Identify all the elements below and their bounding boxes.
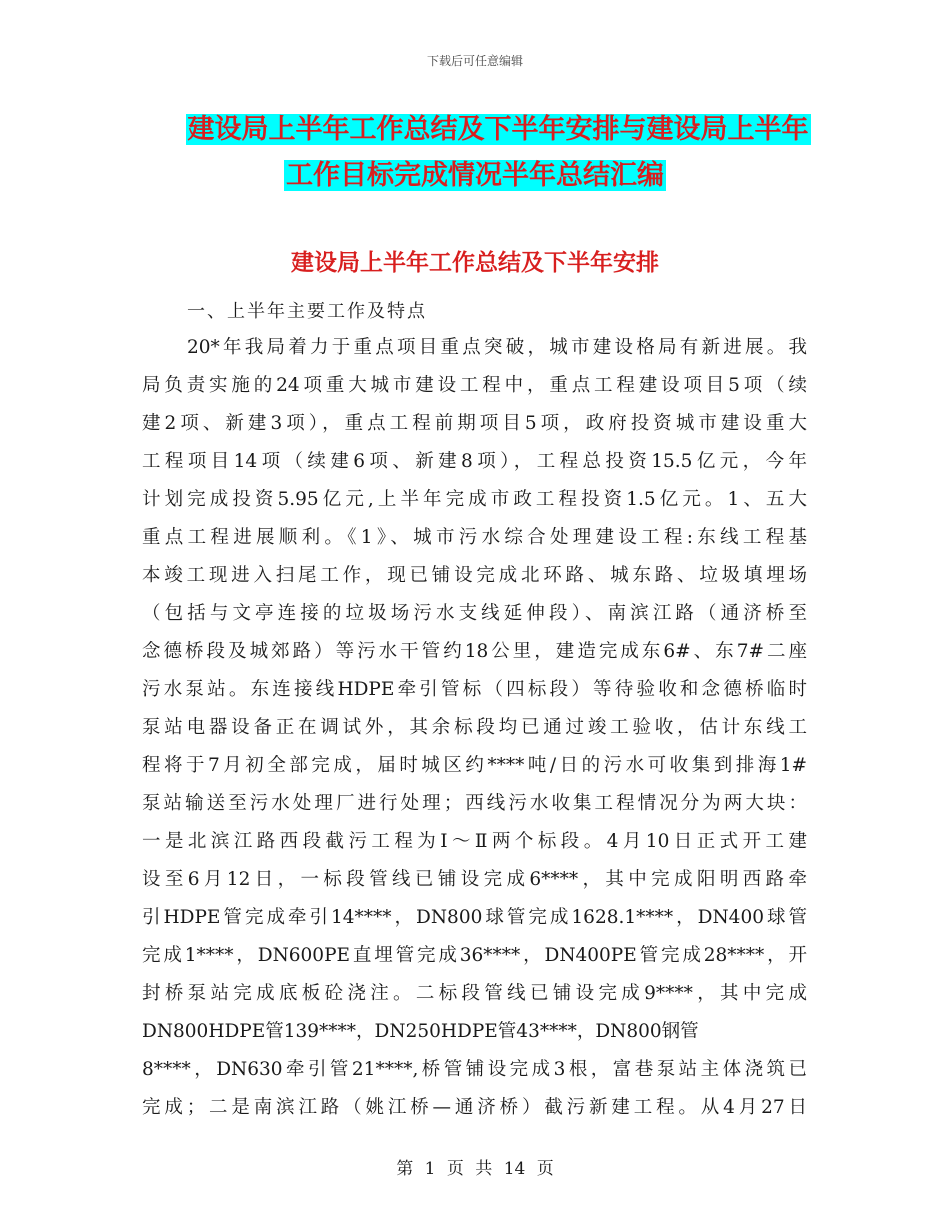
body-line: 20*年我局着力于重点项目重点突破，城市建设格局有新进展。我 xyxy=(187,337,807,358)
header-note: 下载后可任意编辑 xyxy=(426,54,523,68)
body-line: 8****，DN630牵引管21****,桥管铺设完成3根，富巷泵站主体浇筑已 xyxy=(142,1059,807,1080)
body-line: 完成；二是南滨江路（姚江桥—通济桥）截污新建工程。从4月27日 xyxy=(142,1097,807,1118)
body-line: 程将于7月初全部完成，届时城区约****吨/日的污水可收集到排海1# xyxy=(142,755,807,776)
section-title: 建设局上半年工作总结及下半年安排 xyxy=(291,250,659,276)
body-line: 完成1****，DN600PE直埋管完成36****，DN400PE管完成28****，开 xyxy=(142,945,807,966)
body-line: 重点工程进展顺利。《1》、城市污水综合处理建设工程:东线工程基 xyxy=(142,527,807,548)
body-line: 工程项目14项（续建6项、新建8项），工程总投资15.5亿元，今年 xyxy=(142,451,807,472)
body-line: 局负责实施的24项重大城市建设工程中，重点工程建设项目5项（续 xyxy=(142,375,807,396)
body-line: 封桥泵站完成底板砼浇注。二标段管线已铺设完成9****，其中完成 xyxy=(142,983,807,1004)
body-line: 设至6月12日，一标段管线已铺设完成6****，其中完成阳明西路牵 xyxy=(142,869,807,890)
document-title-line-1 xyxy=(23,110,950,150)
document-title-line-2 xyxy=(0,156,950,196)
body-line: DN800HDPE管139****，DN250HDPE管43****，DN800钢管 xyxy=(142,1021,699,1042)
document-title-line-2-text: 工作目标完成情况半年总结汇编 xyxy=(286,160,664,191)
body-line: 泵站输送至污水处理厂进行处理；西线污水收集工程情况分为两大块： xyxy=(142,793,807,814)
body-line: （包括与文亭连接的垃圾场污水支线延伸段）、南滨江路（通济桥至 xyxy=(142,603,807,624)
body-line: 泵站电器设备正在调试外，其余标段均已通过竣工验收，估计东线工 xyxy=(142,717,807,738)
subheading: 一、上半年主要工作及特点 xyxy=(187,301,427,322)
body-line: 一是北滨江路西段截污工程为Ⅰ～Ⅱ两个标段。4月10日正式开工建 xyxy=(142,831,807,852)
body-line: 污水泵站。东连接线HDPE牵引管标（四标段）等待验收和念德桥临时 xyxy=(142,679,807,700)
body-line: 计划完成投资5.95亿元,上半年完成市政工程投资1.5亿元。1、五大 xyxy=(142,489,807,510)
body-line: 本竣工现进入扫尾工作，现已铺设完成北环路、城东路、垃圾填埋场 xyxy=(142,565,807,586)
body-line: 建2项、新建3项），重点工程前期项目5项，政府投资城市建设重大 xyxy=(142,413,807,434)
body-line: 念德桥段及城郊路）等污水干管约18公里，建造完成东6#、东7#二座 xyxy=(142,641,807,662)
document-title-line-1-text: 建设局上半年工作总结及下半年安排与建设局上半年 xyxy=(187,114,809,145)
page-footer: 第 1 页 共 14 页 xyxy=(396,1159,554,1179)
body-line: 引HDPE管完成牵引14****，DN800球管完成1628.1****，DN400球管 xyxy=(142,907,807,928)
